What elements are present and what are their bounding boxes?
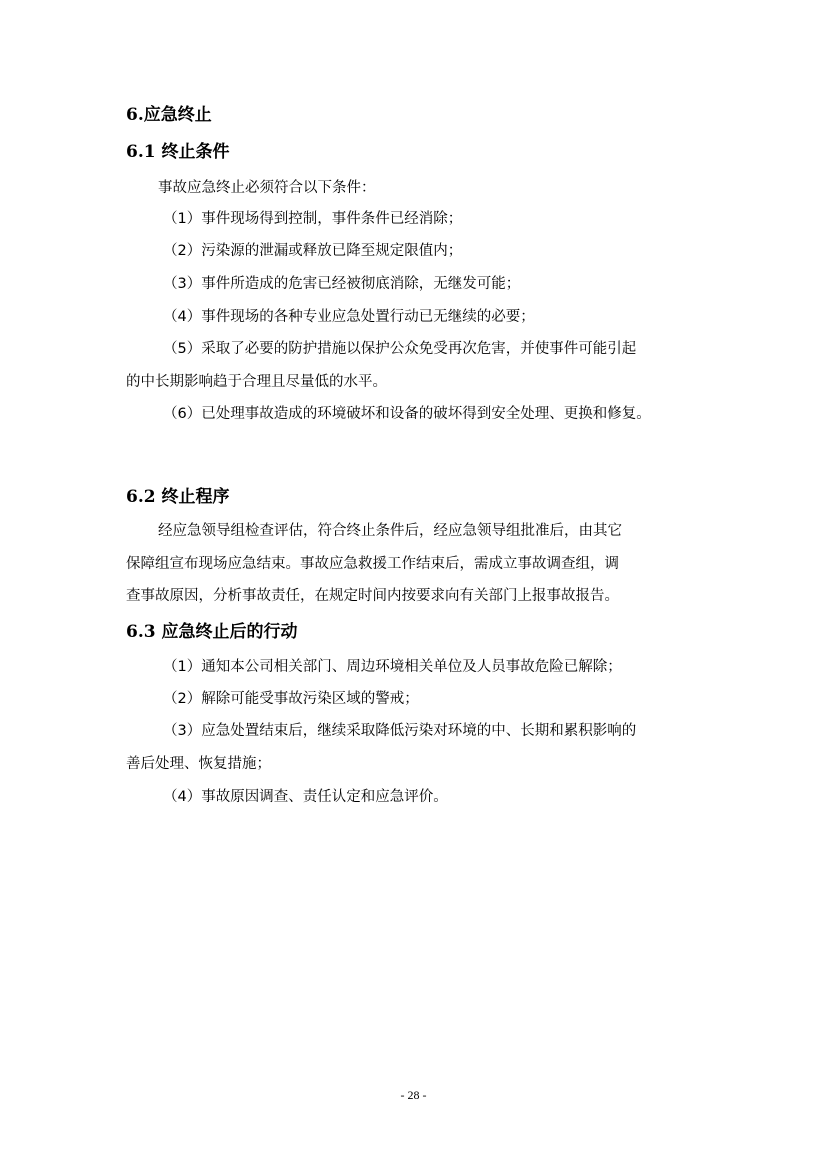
condition-item-5-continuation: 的中长期影响趋于合理且尽量低的水平。 [126, 374, 387, 390]
condition-item-4: （4）事件现场的各种专业应急处置行动已无继续的必要； [163, 309, 535, 325]
action-item-2: （2）解除可能受事故污染区域的警戒； [163, 691, 419, 707]
procedure-paragraph-line-2: 保障组宣布现场应急结束。事故应急救援工作结束后，需成立事故调查组，调 [126, 556, 619, 572]
section-title: 6.应急终止 [126, 105, 212, 125]
condition-item-1: （1）事件现场得到控制，事件条件已经消除； [163, 211, 463, 227]
condition-item-6: （6）已处理事故造成的环境破坏和设备的破坏得到安全处理、更换和修复。 [163, 406, 651, 422]
condition-item-2: （2）污染源的泄漏或释放已降至规定限值内； [163, 243, 463, 259]
subsection-title-termination-conditions: 6.1 终止条件 [126, 142, 230, 162]
conditions-intro: 事故应急终止必须符合以下条件： [158, 180, 376, 196]
condition-item-5: （5）采取了必要的防护措施以保护公众免受再次危害，并使事件可能引起 [163, 341, 637, 357]
subsection-title-post-termination-actions: 6.3 应急终止后的行动 [126, 622, 298, 642]
action-item-1: （1）通知本公司相关部门、周边环境相关单位及人员事故危险已解除； [163, 659, 622, 675]
page-number: - 28 - [400, 1088, 427, 1102]
action-item-3: （3）应急处置结束后，继续采取降低污染对环境的中、长期和累积影响的 [163, 723, 637, 739]
condition-item-3: （3）事件所造成的危害已经被彻底消除，无继发可能； [163, 276, 521, 292]
action-item-4: （4）事故原因调查、责任认定和应急评价。 [163, 789, 448, 805]
subsection-title-termination-procedure: 6.2 终止程序 [126, 487, 230, 507]
action-item-3-continuation: 善后处理、恢复措施； [126, 756, 271, 772]
procedure-paragraph-line-1: 经应急领导组检查评估，符合终止条件后，经应急领导组批准后，由其它 [158, 523, 622, 539]
procedure-paragraph-line-3: 查事故原因，分析事故责任，在规定时间内按要求向有关部门上报事故报告。 [126, 588, 619, 604]
